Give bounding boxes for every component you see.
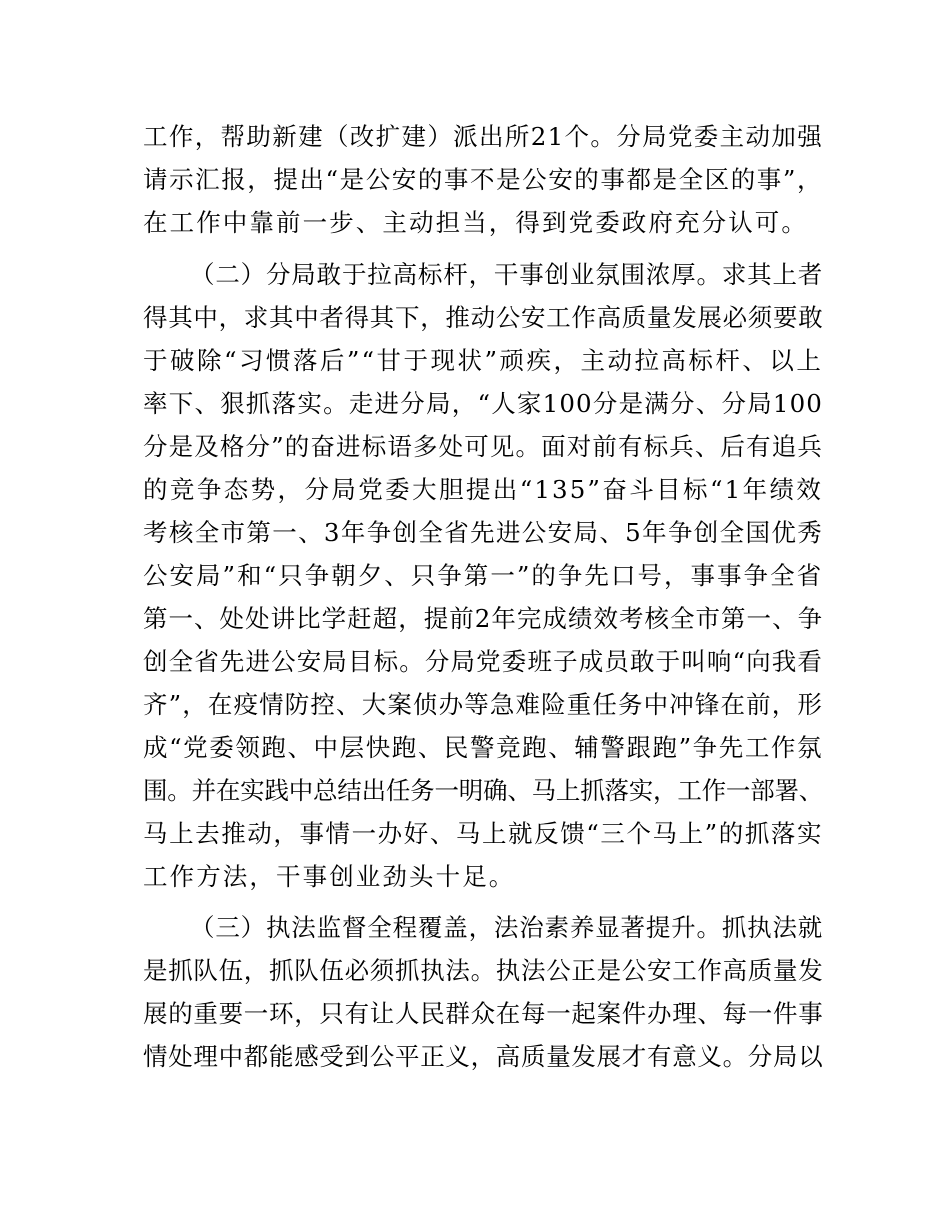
text-line: 第一、处处讲比学赶超，提前2年完成绩效考核全市第一、争 xyxy=(143,604,823,633)
text-line: 率下、狠抓落实。走进分局，“人家100分是满分、分局100 xyxy=(143,389,823,418)
text-line: （二）分局敢于拉高标杆，干事创业氛围浓厚。求其上者 xyxy=(190,260,823,289)
text-line: 围。并在实践中总结出任务一明确、马上抓落实，工作一部署、 xyxy=(143,776,823,805)
text-line: 马上去推动，事情一办好、马上就反馈“三个马上”的抓落实 xyxy=(143,819,823,848)
text-line: 展的重要一环，只有让人民群众在每一起案件办理、每一件事 xyxy=(143,999,824,1028)
text-line: 工作，帮助新建（改扩建）派出所21个。分局党委主动加强 xyxy=(143,122,823,151)
text-line: 的竞争态势，分局党委大胆提出“135”奋斗目标“1年绩效 xyxy=(143,475,823,504)
text-line: 请示汇报，提出“是公安的事不是公安的事都是全区的事”， xyxy=(143,165,823,194)
text-line: 分是及格分”的奋进标语多处可见。面对前有标兵、后有追兵 xyxy=(143,432,823,461)
text-line: 齐”，在疫情防控、大案侦办等急难险重任务中冲锋在前，形 xyxy=(143,690,823,719)
text-line: 创全省先进公安局目标。分局党委班子成员敢于叫响“向我看 xyxy=(143,647,823,676)
text-line: 于破除“习惯落后”“甘于现状”顽疾，主动拉高标杆、以上 xyxy=(143,346,823,375)
text-line: （三）执法监督全程覆盖，法治素养显著提升。抓执法就 xyxy=(190,913,823,942)
text-line: 情处理中都能感受到公平正义，高质量发展才有意义。分局以 xyxy=(143,1042,824,1071)
text-line: 公安局”和“只争朝夕、只争第一”的争先口号，事事争全省 xyxy=(143,561,823,590)
text-line: 在工作中靠前一步、主动担当，得到党委政府充分认可。 xyxy=(143,208,808,237)
text-line: 得其中，求其中者得其下，推动公安工作高质量发展必须要敢 xyxy=(143,303,824,332)
text-line: 是抓队伍，抓队伍必须抓执法。执法公正是公安工作高质量发 xyxy=(143,956,824,985)
text-line: 考核全市第一、3年争创全省先进公安局、5年争创全国优秀 xyxy=(143,518,823,547)
text-line: 工作方法，干事创业劲头十足。 xyxy=(143,862,516,891)
text-line: 成“党委领跑、中层快跑、民警竞跑、辅警跟跑”争先工作氛 xyxy=(143,733,823,762)
